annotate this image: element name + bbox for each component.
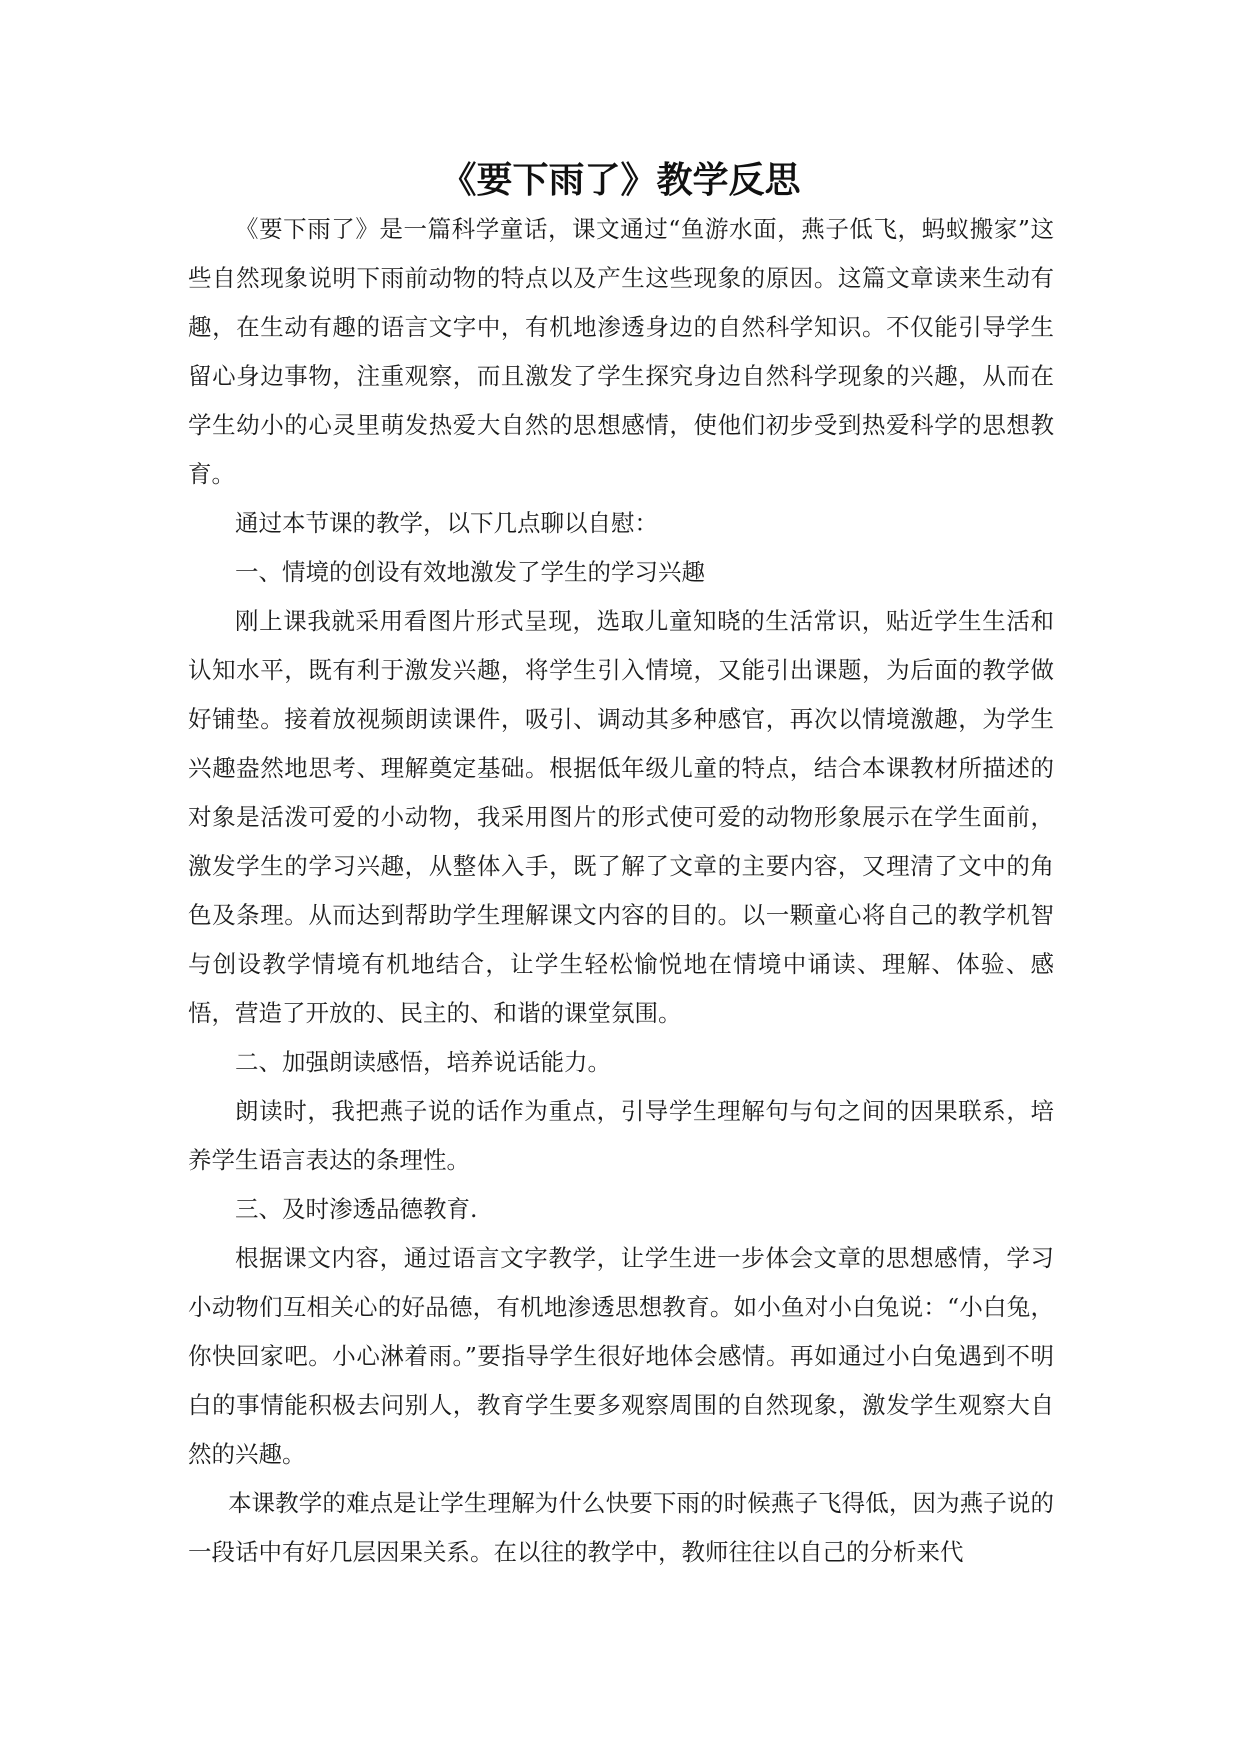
paragraph-intro: 《要下雨了》是一篇科学童话，课文通过“鱼游水面，燕子低飞，蚂蚁搬家”这些自然现象说明下雨前动物的特点以及产生这些现象的原因。这篇文章读来生动有趣，在生动有趣的语言文字中，有机地渗透身边的自然科学知识。不仅能引导学生留心身边事物，注重观察，而且激发了学生探究身边自然科学现象的兴趣，从而在学生幼小的心灵里萌发热爱大自然的思想感情，使他们初步受到热爱科学的思想教育。	[188, 215, 1054, 488]
paragraph-section-3: 根据课文内容，通过语言文字教学，让学生进一步体会文章的思想感情，学习小动物们互相关心的好品德，有机地渗透思想教育。如小鱼对小白兔说：“小白兔，你快回家吧。小心淋着雨。”要指导学生很好地体会感情。再如通过小白兔遇到不明白的事情能积极去问别人，教育学生要多观察周围的自然现象，激发学生观察大自然的兴趣。	[188, 1244, 1054, 1468]
section-heading-2: 二、加强朗读感悟，培养说话能力。	[235, 1048, 611, 1076]
paragraph-difficulty: 本课教学的难点是让学生理解为什么快要下雨的时候燕子飞得低，因为燕子说的一段话中有好几层因果关系。在以往的教学中，教师往往以自己的分析来代	[188, 1489, 1054, 1566]
section-heading-3: 三、及时渗透品德教育.	[235, 1195, 478, 1223]
paragraph-section-1: 刚上课我就采用看图片形式呈现，选取儿童知晓的生活常识，贴近学生生活和认知水平，既有利于激发兴趣，将学生引入情境，又能引出课题，为后面的教学做好铺垫。接着放视频朗读课件，吸引、调动其多种感官，再次以情境激趣，为学生兴趣盎然地思考、理解奠定基础。根据低年级儿童的特点，结合本课教材所描述的对象是活泼可爱的小动物，我采用图片的形式使可爱的动物形象展示在学生面前，激发学生的学习兴趣，从整体入手，既了解了文章的主要内容，又理清了文中的角色及条理。从而达到帮助学生理解课文内容的目的。以一颗童心将自己的教学机智与创设教学情境有机地结合，让学生轻松愉悦地在情境中诵读、理解、体验、感悟，营造了开放的、民主的、和谐的课堂氛围。	[188, 607, 1054, 1027]
paragraph-summary-lead: 通过本节课的教学，以下几点聊以自慰：	[235, 509, 658, 537]
section-heading-1: 一、情境的创设有效地激发了学生的学习兴趣	[235, 558, 705, 586]
paragraph-section-2: 朗读时，我把燕子说的话作为重点，引导学生理解句与句之间的因果联系，培养学生语言表达的条理性。	[188, 1097, 1054, 1174]
document-body	[188, 205, 1054, 1577]
document-title: 《要下雨了》教学反思	[440, 159, 801, 201]
